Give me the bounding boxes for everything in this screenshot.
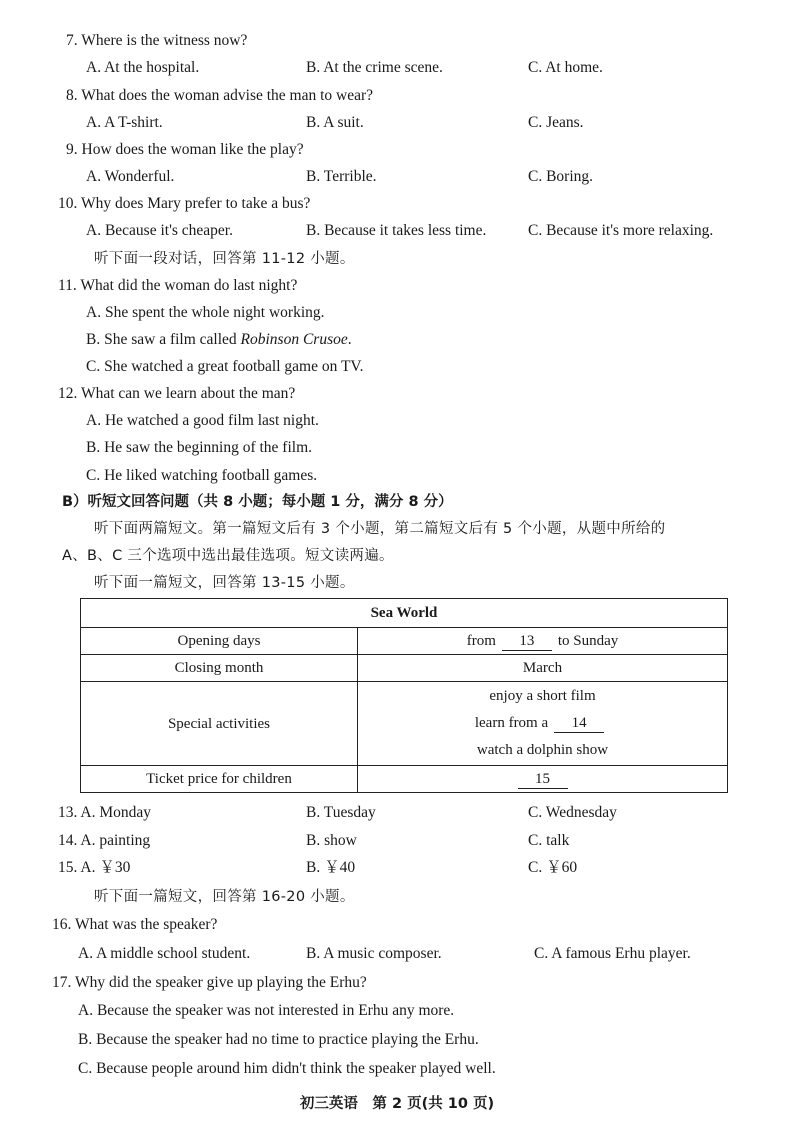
q8-option-c: C. Jeans. [528, 114, 584, 131]
q8-option-a: A. A T-shirt. [86, 114, 163, 131]
page-footer: 初三英语 第 2 页(共 10 页) [299, 1096, 495, 1112]
ticket-price-value [358, 766, 728, 793]
section-b-intro-line2: A、B、C 三个选项中选出最佳选项。短文读两遍。 [62, 548, 394, 564]
q11-option-b [86, 330, 352, 350]
opening-to: to Sunday [557, 633, 619, 649]
section-b-intro-line1: 听下面两篇短文。第一篇短文后有 3 个小题，第二篇短文后有 5 个小题，从题中所给的 [94, 521, 666, 537]
q16-option-c: C. A famous Erhu player. [534, 945, 691, 962]
q12-option-c: C. He liked watching football games. [86, 467, 318, 484]
blank-15: 15 [518, 770, 568, 789]
q16-option-a: A. A middle school student. [78, 945, 251, 962]
instruction-16-20: 听下面一篇短文，回答第 16-20 小题。 [94, 889, 355, 905]
q10-option-b: B. Because it takes less time. [306, 222, 487, 239]
question-12: 12. What can we learn about the man? [58, 385, 296, 402]
q17-option-c: C. Because people around him didn't think the speaker played well. [78, 1060, 496, 1077]
q13-option-c: C. Wednesday [528, 804, 617, 821]
instruction-11-12: 听下面一段对话，回答第 11-12 小题。 [94, 251, 355, 267]
question-16: 16. What was the speaker? [52, 916, 218, 933]
blank-13: 13 [502, 632, 552, 651]
q16-option-b: B. A music composer. [306, 945, 442, 962]
q7-option-a: A. At the hospital. [86, 59, 200, 76]
q11-option-b-prefix: B. She saw a film called [86, 331, 241, 348]
q11-option-b-suffix: . [347, 331, 352, 348]
activity-2 [358, 710, 727, 737]
q15-option-b: B. ￥40 [306, 859, 356, 876]
instruction-13-15: 听下面一篇短文，回答第 13-15 小题。 [94, 575, 355, 591]
section-b-heading: B）听短文回答问题（共 8 小题；每小题 1 分，满分 8 分） [62, 494, 453, 510]
question-11: 11. What did the woman do last night? [58, 277, 298, 294]
q15-option-c: C. ￥60 [528, 859, 578, 876]
opening-days-label: Opening days [81, 628, 358, 655]
closing-month-label: Closing month [81, 655, 358, 682]
q17-option-a: A. Because the speaker was not interested in Erhu any more. [78, 1002, 455, 1019]
q15-option-a: 15. A. ￥30 [58, 859, 131, 876]
activity-1: enjoy a short film [489, 688, 596, 704]
q7-option-c: C. At home. [528, 59, 603, 76]
activity-2-prefix: learn from a [474, 715, 549, 731]
q11-option-a: A. She spent the whole night working. [86, 304, 325, 321]
activity-3: watch a dolphin show [476, 742, 609, 758]
q17-option-b: B. Because the speaker had no time to practice playing the Erhu. [78, 1031, 479, 1048]
blank-14: 14 [554, 714, 604, 733]
question-8: 8. What does the woman advise the man to wear? [66, 87, 374, 104]
ticket-price-label: Ticket price for children [81, 766, 358, 793]
q9-option-c: C. Boring. [528, 168, 594, 185]
q9-option-b: B. Terrible. [306, 168, 377, 185]
q11-film-title: Robinson Crusoe [240, 331, 348, 348]
q10-option-c: C. Because it's more relaxing. [528, 222, 714, 239]
special-activities-label: Special activities [81, 682, 358, 766]
table-title: Sea World [81, 599, 728, 628]
q11-option-c: C. She watched a great football game on TV. [86, 358, 364, 375]
q9-option-a: A. Wonderful. [86, 168, 175, 185]
opening-from: from [466, 633, 496, 649]
closing-month-value: March [358, 655, 728, 682]
question-10: 10. Why does Mary prefer to take a bus? [58, 195, 311, 212]
q14-option-c: C. talk [528, 832, 570, 849]
q14-option-a: 14. A. painting [58, 832, 151, 849]
q12-option-a: A. He watched a good film last night. [86, 412, 319, 429]
question-17: 17. Why did the speaker give up playing the Erhu? [52, 974, 367, 991]
q14-option-b: B. show [306, 832, 357, 849]
special-activities-list [358, 682, 728, 766]
q13-option-b: B. Tuesday [306, 804, 376, 821]
q10-option-a: A. Because it's cheaper. [86, 222, 233, 239]
q12-option-b: B. He saw the beginning of the film. [86, 439, 312, 456]
question-7: 7. Where is the witness now? [66, 32, 248, 49]
q7-option-b: B. At the crime scene. [306, 59, 443, 76]
q8-option-b: B. A suit. [306, 114, 364, 131]
question-9: 9. How does the woman like the play? [66, 141, 304, 158]
sea-world-table [80, 598, 728, 793]
q13-option-a: 13. A. Monday [58, 804, 151, 821]
opening-days-value [358, 628, 728, 655]
